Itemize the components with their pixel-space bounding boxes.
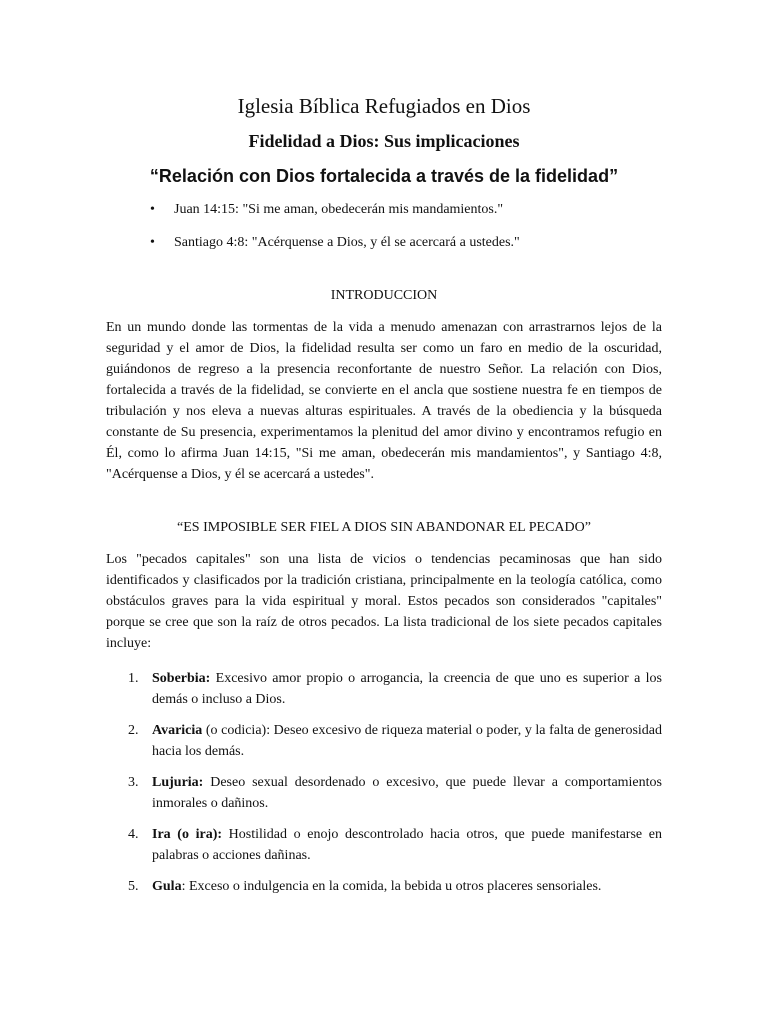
verse-list: [106, 201, 662, 251]
sin-term: Avaricia: [152, 723, 203, 738]
list-item: [128, 668, 662, 710]
sermon-topic: Fidelidad a Dios: Sus implicaciones: [248, 131, 520, 151]
list-item: [128, 824, 662, 866]
introduction-paragraph: En un mundo donde las tormentas de la vida a menudo amenazan con arrastrarnos lejos de la seguridad y el amor de Dios, la fidelidad resulta ser como un faro en medio de la oscuridad, guiándonos de regreso a la presencia reconfortante de nuestro Señor. La relación con Dios, fortalecida a través de la fidelidad, se convierte en el ancla que sostiene nuestra fe en tiempos de tribulación y nos eleva a nuevas alturas espirituales. A través de la obediencia y la búsqueda constante de Su presencia, experimentamos la plenitud del amor divino y encontramos refugio en Él, como lo afirma Juan 14:15, "Si me aman, obedecerán mis mandamientos", y Santiago 4:8, "Acérquense a Dios, y él se acercará a ustedes".: [106, 320, 662, 482]
list-number: 1.: [128, 671, 139, 686]
capital-sins-list: [106, 668, 662, 897]
sin-section-heading: “ES IMPOSIBLE SER FIEL A DIOS SIN ABANDONAR EL PECADO”: [177, 520, 591, 535]
sin-term: Gula: [152, 879, 182, 894]
verse-text: Santiago 4:8: "Acérquense a Dios, y él se acercará a ustedes.": [174, 235, 520, 250]
list-number: 2.: [128, 723, 139, 738]
list-number: 4.: [128, 827, 139, 842]
sin-description: Excesivo amor propio o arrogancia, la creencia de que uno es superior a los demás o incluso a Dios.: [152, 671, 662, 707]
church-name: Iglesia Bíblica Refugiados en Dios: [237, 94, 531, 118]
sermon-subtitle: “Relación con Dios fortalecida a través de la fidelidad”: [149, 166, 619, 186]
list-item: [128, 720, 662, 762]
verse-item: [150, 201, 662, 218]
list-number: 3.: [128, 775, 139, 790]
sin-section-paragraph: Los "pecados capitales" son una lista de vicios o tendencias pecaminosas que han sido identificados y clasificados por la tradición cristiana, principalmente en la teología católica, como obstáculos graves para la vida espiritual y moral. Estos pecados son considerados "capitales" porque se cree que son la raíz de otros pecados. La lista tradicional de los siete pecados capitales incluye:: [106, 552, 662, 651]
sin-description: : Exceso o indulgencia en la comida, la bebida u otros placeres sensoriales.: [181, 879, 602, 894]
list-number: 5.: [128, 879, 139, 894]
bullet-icon: •: [150, 202, 155, 217]
sin-term: Soberbia:: [152, 671, 211, 686]
list-item: [128, 876, 662, 897]
sin-term: Ira (o ira):: [152, 827, 223, 842]
introduction-heading: INTRODUCCION: [330, 288, 438, 303]
sin-description: Deseo sexual desordenado o excesivo, que puede llevar a comportamientos inmorales o dañinos.: [152, 775, 662, 811]
list-item: [128, 772, 662, 814]
sin-term: Lujuria:: [152, 775, 204, 790]
bullet-icon: •: [150, 235, 155, 250]
verse-item: [150, 234, 662, 251]
sin-description: (o codicia): Deseo excesivo de riqueza material o poder, y la falta de generosidad hacia los demás.: [152, 723, 662, 759]
sin-description: Hostilidad o enojo descontrolado hacia otros, que puede manifestarse en palabras o acciones dañinas.: [152, 827, 662, 863]
verse-text: Juan 14:15: "Si me aman, obedecerán mis mandamientos.": [174, 202, 504, 217]
